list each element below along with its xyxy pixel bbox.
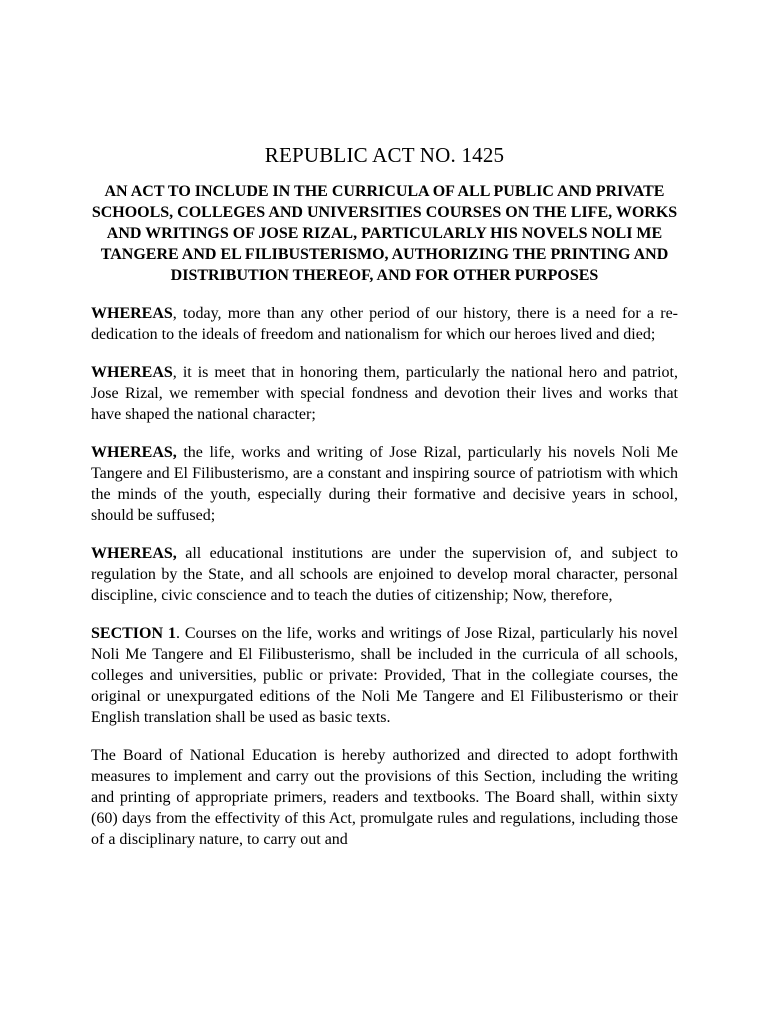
act-subtitle: AN ACT TO INCLUDE IN THE CURRICULA OF ALL PUBLIC AND PRIVATE SCHOOLS, COLLEGES AND UNIVERSITIES COURSES ON THE LIFE, WORKS AND WRITINGS OF JOSE RIZAL, PARTICULARLY HIS NOVELS NOLI ME TANGERE AND EL FILIBUSTERISMO, AUTHORIZING THE PRINTING AND DISTRIBUTION THEREOF, AND FOR OTHER PURPOSES [91, 183, 678, 284]
whereas-paragraph-3 [91, 442, 678, 526]
whereas-paragraph-2 [91, 362, 678, 425]
section-1-paragraph [91, 623, 678, 728]
paragraph-lead: WHEREAS, [91, 444, 177, 461]
whereas-paragraph-1 [91, 303, 678, 345]
paragraph-text: all educational institutions are under the supervision of, and subject to regulation by the State, and all schools are enjoined to develop moral character, personal discipline, civic conscience and to teach the duties of citizenship; Now, therefore, [91, 545, 678, 604]
paragraph-text: , today, more than any other period of our history, there is a need for a re-dedication to the ideals of freedom and nationalism for which our heroes lived and died; [91, 305, 678, 343]
paragraph-text: . Courses on the life, works and writings of Jose Rizal, particularly his novel Noli Me Tangere and El Filibusterismo, shall be included in the curricula of all schools, colleges and universities, public or private: Provided, That in the collegiate courses, the original or unexpurgated editions of the Noli Me Tangere and El Filibusterismo or their English translation shall be used as basic texts. [91, 625, 679, 726]
board-paragraph [91, 745, 678, 850]
paragraph-text: the life, works and writing of Jose Rizal, particularly his novels Noli Me Tangere and El Filibusterismo, are a constant and inspiring source of patriotism with which the minds of the youth, especially during their formative and decisive years in school, should be suffused; [91, 444, 678, 524]
paragraph-lead: WHEREAS [91, 364, 173, 381]
paragraph-lead: WHEREAS, [91, 545, 177, 562]
paragraph-text: , it is meet that in honoring them, particularly the national hero and patriot, Jose Rizal, we remember with special fondness and devotion their lives and works that have shaped the national character; [91, 364, 678, 423]
paragraph-text: The Board of National Education is hereby authorized and directed to adopt forthwith measures to implement and carry out the provisions of this Section, including the writing and printing of appropriate primers, readers and textbooks. The Board shall, within sixty (60) days from the effectivity of this Act, promulgate rules and regulations, including those of a disciplinary nature, to carry out and [91, 747, 678, 848]
document-title: REPUBLIC ACT NO. 1425 [264, 143, 505, 167]
paragraph-lead: SECTION 1 [91, 625, 176, 642]
whereas-paragraph-4 [91, 543, 678, 606]
paragraph-lead: WHEREAS [91, 305, 173, 322]
